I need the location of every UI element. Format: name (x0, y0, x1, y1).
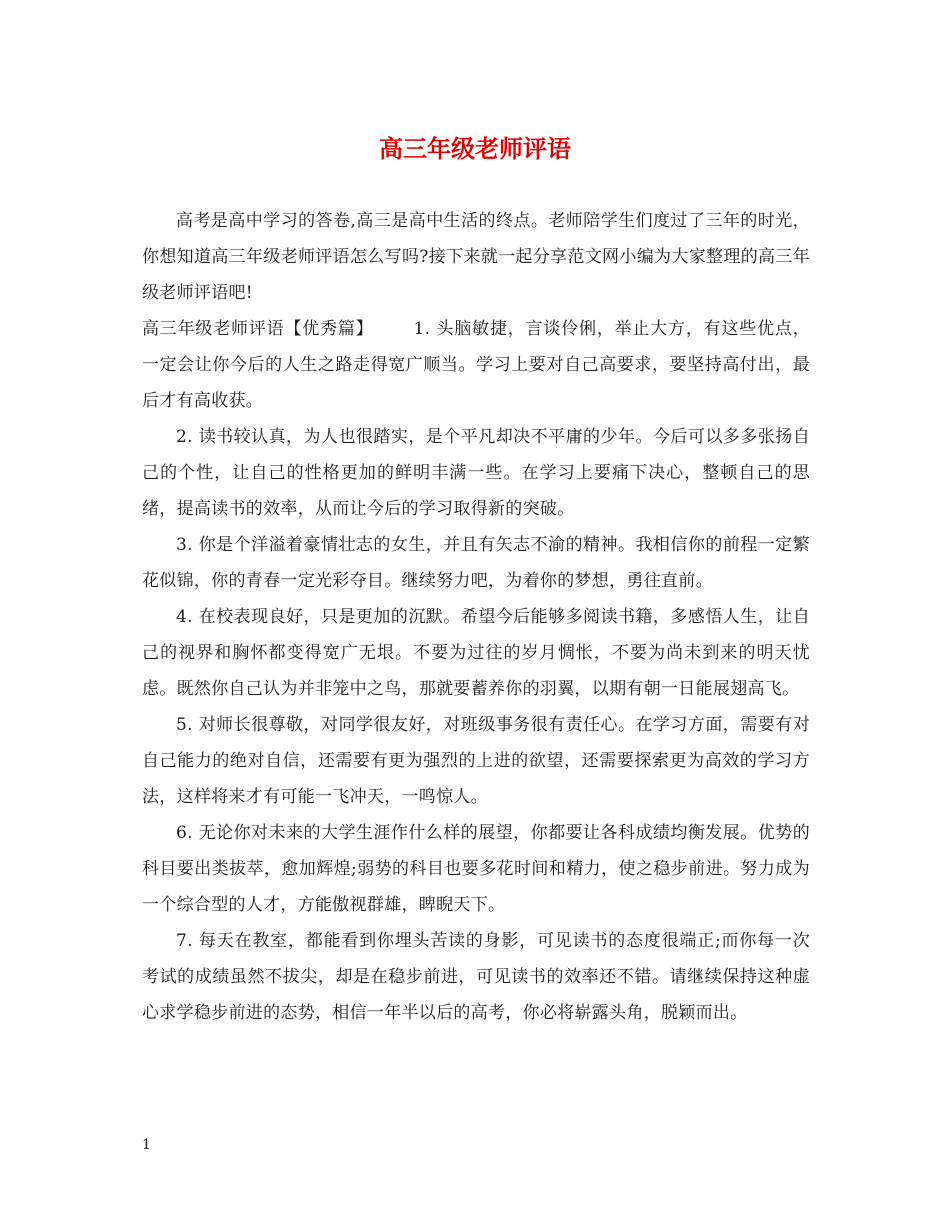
intro-paragraph: 高考是高中学习的答卷,高三是高中生活的终点。老师陪学生们度过了三年的时光，你想知道高三年级老师评语怎么写吗?接下来就一起分享范文网小编为大家整理的高三年级老师评语吧! (142, 211, 810, 303)
page-number: 1 (142, 1137, 151, 1153)
item-4: 4. 在校表现良好，只是更加的沉默。希望今后能够多阅读书籍，多感悟人生，让自己的视界和胸怀都变得宽广无垠。不要为过往的岁月惆怅，不要为尚未到来的明天忧虑。既然你自己认为并非笼中之鸟，那就要蓄养你的羽翼，以期有朝一日能展翅高飞。 (142, 607, 810, 699)
item-3: 3. 你是个洋溢着豪情壮志的女生，并且有矢志不渝的精神。我相信你的前程一定繁花似锦，你的青春一定光彩夺目。继续努力吧，为着你的梦想，勇往直前。 (142, 535, 810, 591)
first-item-paragraph (142, 311, 810, 419)
item-2: 2. 读书较认真，为人也很踏实，是个平凡却决不平庸的少年。今后可以多多张扬自己的个性，让自己的性格更加的鲜明丰满一些。在学习上要痛下决心，整顿自己的思绪，提高读书的效率，从而让今后的学习取得新的突破。 (142, 427, 810, 519)
item-5: 5. 对师长很尊敬，对同学很友好，对班级事务很有责任心。在学习方面，需要有对自己能力的绝对自信，还需要有更为强烈的上进的欲望，还需要探索更为高效的学习方法，这样将来才有可能一飞冲天，一鸣惊人。 (142, 715, 810, 807)
item-6: 6. 无论你对未来的大学生涯作什么样的展望，你都要让各科成绩均衡发展。优势的科目要出类拔萃，愈加辉煌;弱势的科目也要多花时间和精力，使之稳步前进。努力成为一个综合型的人才，方能傲视群雄，睥睨天下。 (142, 823, 810, 915)
section-heading: 高三年级老师评语【优秀篇】 (142, 319, 374, 339)
document-body (142, 203, 810, 1031)
item-7: 7. 每天在教室，都能看到你埋头苦读的身影，可见读书的态度很端正;而你每一次考试的成绩虽然不拔尖，却是在稳步前进，可见读书的效率还不错。请继续保持这种虚心求学稳步前进的态势，相信一年半以后的高考，你必将崭露头角，脱颖而出。 (142, 931, 810, 1023)
item-1: 1. 头脑敏捷，言谈伶俐，举止大方，有这些优点，一定会让你今后的人生之路走得宽广顺当。学习上要对自己高要求，要坚持高付出，最后才有高收获。 (142, 319, 811, 411)
document-title: 高三年级老师评语 (379, 134, 571, 163)
